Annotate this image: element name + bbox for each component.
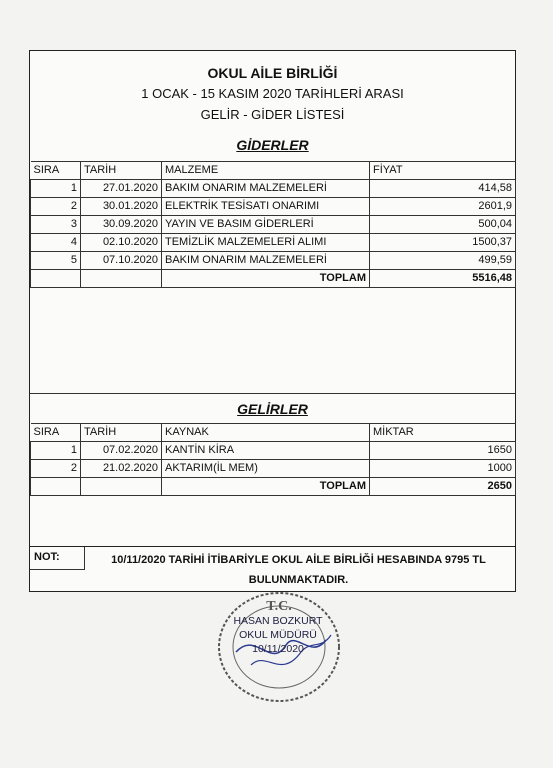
document-subtitle-2: GELİR - GİDER LİSTESİ [200, 107, 345, 122]
column-header-sira: SIRA [31, 162, 81, 180]
income-table [30, 423, 516, 496]
separator-line [30, 393, 515, 394]
table-row [31, 442, 516, 460]
column-header-sira: SIRA [31, 424, 81, 442]
note-label: NOT: [30, 547, 85, 570]
empty-cell [31, 270, 81, 288]
document-sheet [29, 50, 516, 592]
expenses-table [30, 161, 516, 288]
row-no: 2 [31, 460, 81, 478]
row-item: BAKIM ONARIM MALZEMELERİ [162, 252, 370, 270]
table-row [31, 216, 516, 234]
total-amount: 2650 [370, 478, 516, 496]
row-amount: 500,04 [370, 216, 516, 234]
row-amount: 2601,9 [370, 198, 516, 216]
signature-block [218, 614, 338, 656]
row-item: ELEKTRİK TESİSATI ONARIMI [162, 198, 370, 216]
row-date: 30.09.2020 [81, 216, 162, 234]
row-no: 5 [31, 252, 81, 270]
row-amount: 1650 [370, 442, 516, 460]
table-row [31, 234, 516, 252]
empty-cell [81, 270, 162, 288]
table-row [31, 460, 516, 478]
income-title: GELİRLER [237, 401, 308, 417]
row-source: AKTARIM(İL MEM) [162, 460, 370, 478]
table-row [31, 180, 516, 198]
stamp-tc-text: T.C. [266, 599, 292, 614]
table-header-row [31, 162, 516, 180]
row-no: 2 [31, 198, 81, 216]
signatory-name: HASAN BOZKURT [233, 615, 323, 627]
signature-date: 10/11/2020 [252, 643, 304, 655]
column-header-kaynak: KAYNAK [162, 424, 370, 442]
row-date: 30.01.2020 [81, 198, 162, 216]
total-label: TOPLAM [162, 478, 370, 496]
row-no: 1 [31, 442, 81, 460]
row-no: 3 [31, 216, 81, 234]
note-row [30, 546, 515, 592]
row-amount: 1000 [370, 460, 516, 478]
table-row [31, 252, 516, 270]
total-row [31, 478, 516, 496]
signatory-role: OKUL MÜDÜRÜ [239, 629, 317, 641]
row-date: 27.01.2020 [81, 180, 162, 198]
row-date: 07.02.2020 [81, 442, 162, 460]
row-no: 4 [31, 234, 81, 252]
note-text: 10/11/2020 TARİHİ İTİBARİYLE OKUL AİLE BİRLİĞİ HESABINDA 9795 TL BULUNMAKTADIR. [111, 554, 486, 586]
row-item: BAKIM ONARIM MALZEMELERİ [162, 180, 370, 198]
document-subtitle: 1 OCAK - 15 KASIM 2020 TARİHLERİ ARASI [141, 86, 404, 101]
row-date: 07.10.2020 [81, 252, 162, 270]
document-title: OKUL AİLE BİRLİĞİ [207, 65, 338, 81]
total-amount: 5516,48 [370, 270, 516, 288]
row-amount: 414,58 [370, 180, 516, 198]
column-header-tarih: TARİH [81, 424, 162, 442]
row-date: 02.10.2020 [81, 234, 162, 252]
column-header-miktar: MİKTAR [370, 424, 516, 442]
row-amount: 499,59 [370, 252, 516, 270]
empty-cell [31, 478, 81, 496]
row-no: 1 [31, 180, 81, 198]
column-header-malzeme: MALZEME [162, 162, 370, 180]
empty-cell [81, 478, 162, 496]
column-header-fiyat: FİYAT [370, 162, 516, 180]
column-header-tarih: TARİH [81, 162, 162, 180]
row-source: KANTİN KİRA [162, 442, 370, 460]
table-row [31, 198, 516, 216]
row-amount: 1500,37 [370, 234, 516, 252]
expenses-title: GİDERLER [236, 137, 309, 153]
row-item: YAYIN VE BASIM GİDERLERİ [162, 216, 370, 234]
row-date: 21.02.2020 [81, 460, 162, 478]
total-label: TOPLAM [162, 270, 370, 288]
total-row [31, 270, 516, 288]
row-item: TEMİZLİK MALZEMELERİ ALIMI [162, 234, 370, 252]
table-header-row [31, 424, 516, 442]
